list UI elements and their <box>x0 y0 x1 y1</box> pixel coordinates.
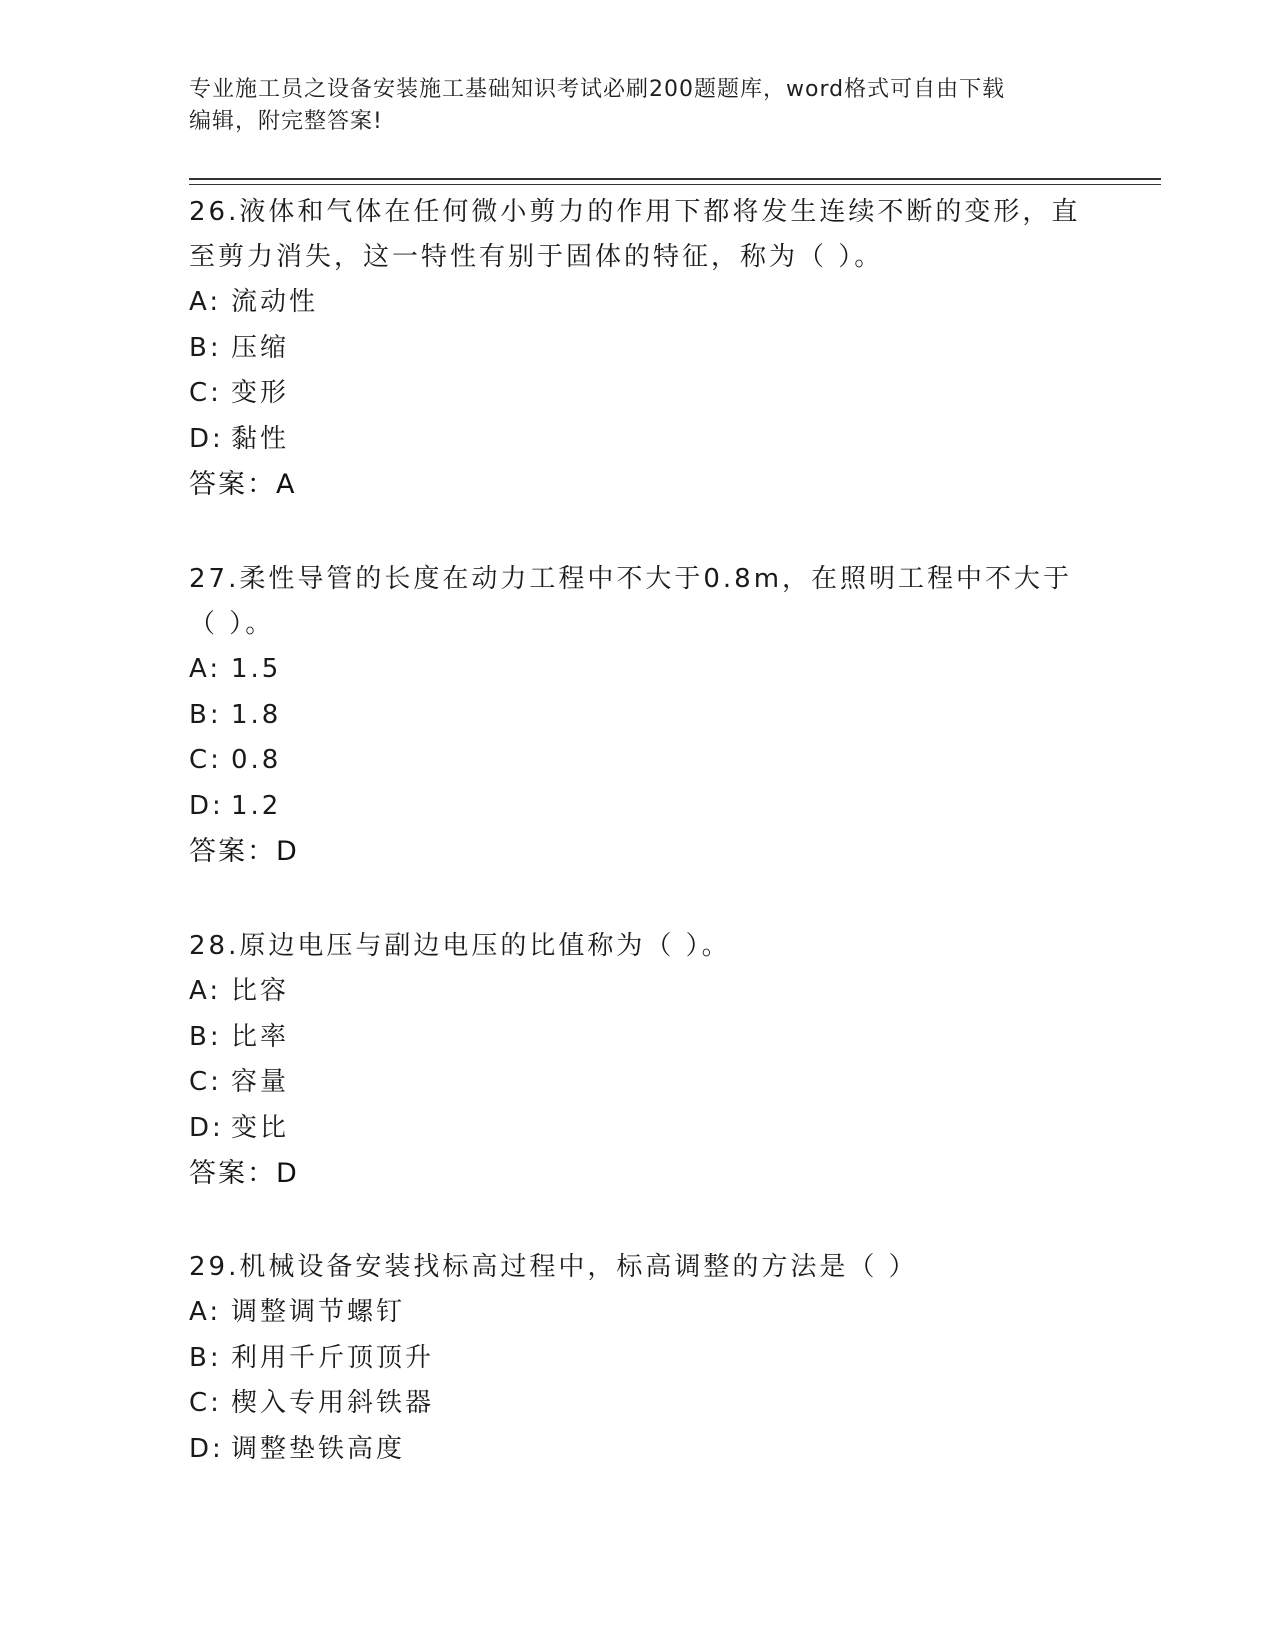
option-d <box>189 1106 1089 1152</box>
option-letter: D: <box>189 1112 224 1143</box>
document-header <box>189 74 1089 138</box>
option-letter: B: <box>189 1021 222 1052</box>
option-d <box>189 417 1089 463</box>
option-d <box>189 784 1089 830</box>
option-text: 比率 <box>231 1021 290 1052</box>
option-b <box>189 1015 1089 1061</box>
option-a <box>189 647 1089 693</box>
option-letter: C: <box>189 745 222 775</box>
option-text: 调整垫铁高度 <box>231 1433 406 1464</box>
option-letter: B: <box>189 699 222 730</box>
option-c <box>189 738 1089 784</box>
question-26 <box>189 190 1089 507</box>
option-a <box>189 280 1089 326</box>
option-text: 比容 <box>231 976 290 1006</box>
question-stem: 27.柔性导管的长度在动力工程中不大于0.8m，在照明工程中不大于（ ）。 <box>189 564 1073 639</box>
header-line-2: 编辑，附完整答案! <box>189 109 383 134</box>
option-text: 变形 <box>231 378 290 408</box>
question-stem: 29.机械设备安装找标高过程中，标高调整的方法是（ ） <box>189 1252 918 1282</box>
option-text: 1.5 <box>231 654 282 684</box>
option-text: 黏性 <box>231 423 290 454</box>
answer-line: 答案：D <box>189 1158 299 1189</box>
option-c <box>189 1381 1089 1427</box>
header-line-1: 专业施工员之设备安装施工基础知识考试必刷200题题库，word格式可自由下载 <box>189 77 1006 102</box>
answer-line: 答案：A <box>189 469 297 500</box>
question-stem: 26.液体和气体在任何微小剪力的作用下都将发生连续不断的变形，直至剪力消失，这一特性有别于固体的特征，称为（ ）。 <box>189 197 1081 272</box>
option-letter: A: <box>189 976 222 1006</box>
option-b <box>189 693 1089 739</box>
header-divider-top <box>189 178 1161 180</box>
option-b <box>189 326 1089 372</box>
option-letter: D: <box>189 790 224 821</box>
option-text: 容量 <box>231 1067 290 1097</box>
option-letter: A: <box>189 287 222 317</box>
option-a <box>189 969 1089 1015</box>
option-a <box>189 1290 1089 1336</box>
option-letter: D: <box>189 1433 224 1464</box>
option-letter: C: <box>189 378 222 408</box>
option-letter: C: <box>189 1067 222 1097</box>
question-stem: 28.原边电压与副边电压的比值称为（ ）。 <box>189 931 731 961</box>
option-letter: A: <box>189 654 222 684</box>
option-text: 调整调节螺钉 <box>231 1297 406 1327</box>
option-letter: C: <box>189 1388 222 1418</box>
option-text: 1.2 <box>231 790 282 821</box>
answer-line: 答案：D <box>189 836 299 867</box>
option-c <box>189 371 1089 417</box>
option-d <box>189 1427 1089 1473</box>
option-text: 0.8 <box>231 745 282 775</box>
option-letter: D: <box>189 423 224 454</box>
option-letter: A: <box>189 1297 222 1327</box>
option-text: 1.8 <box>231 699 282 730</box>
question-27 <box>189 557 1089 874</box>
question-28 <box>189 924 1089 1196</box>
header-divider-bottom <box>189 184 1161 185</box>
option-letter: B: <box>189 332 222 363</box>
option-text: 流动性 <box>231 287 319 317</box>
option-text: 变比 <box>231 1112 290 1143</box>
option-letter: B: <box>189 1342 222 1373</box>
option-b <box>189 1336 1089 1382</box>
question-29 <box>189 1245 1089 1472</box>
option-text: 楔入专用斜铁器 <box>231 1388 435 1418</box>
option-c <box>189 1060 1089 1106</box>
option-text: 利用千斤顶顶升 <box>231 1342 435 1373</box>
option-text: 压缩 <box>231 332 290 363</box>
